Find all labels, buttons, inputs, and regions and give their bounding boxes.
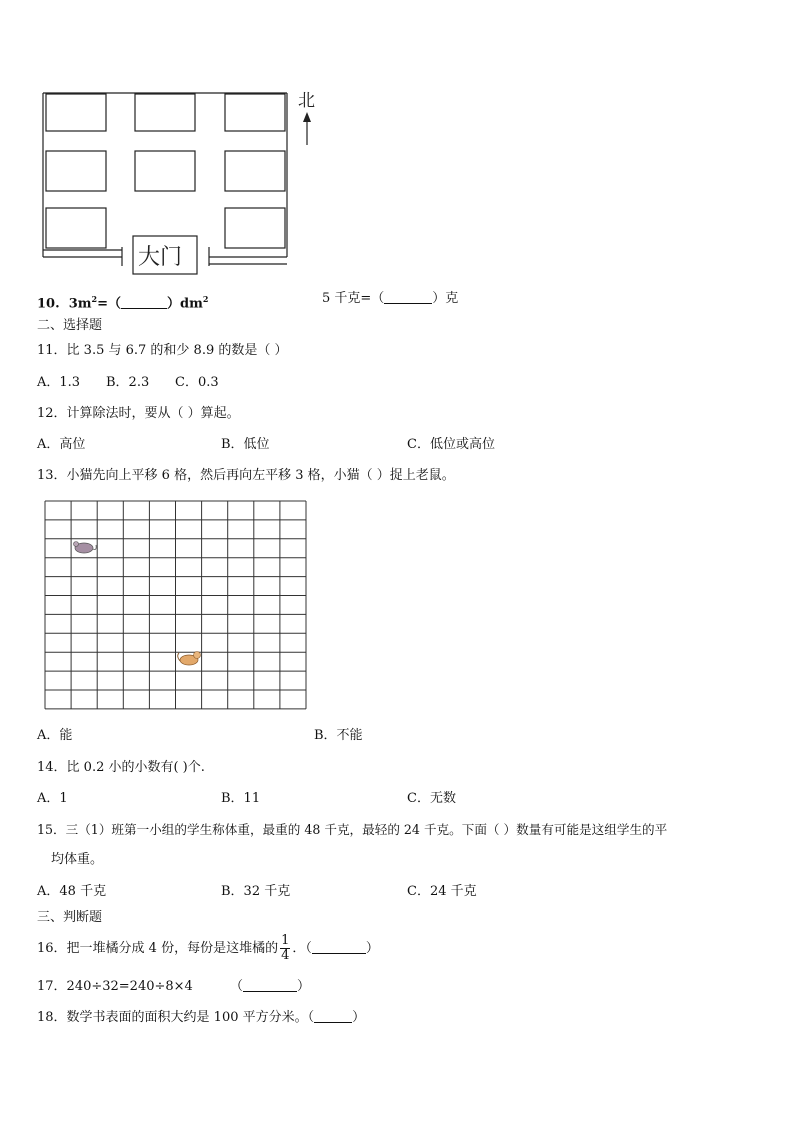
question-12: 12．计算除法时，要从（ ）算起。 [37,406,240,421]
translation-grid [40,498,315,713]
north-arrow-head [303,112,311,122]
option-a[interactable]: A．1.3 [37,375,81,390]
option-b[interactable]: B．32 千克 [221,884,291,899]
section-title-judge: 三、判断题 [37,910,103,925]
map-block [135,94,195,131]
option-b[interactable]: B．低位 [221,437,270,452]
question-14: 14．比 0.2 小的小数有( )个. [37,760,205,775]
question-17: 17．240÷32=240÷8×4 （ ） [37,979,311,994]
map-block [225,94,285,131]
answer-blank[interactable] [121,296,167,309]
question-15-line1: 15．三（1）班第一小组的学生称体重，最重的 48 千克，最轻的 24 千克。下面（ ）数量有可能是这组学生的平 [37,822,668,837]
option-c[interactable]: C．24 千克 [407,884,477,899]
question-15-line2: 均体重。 [51,852,104,867]
map-block [135,151,195,191]
option-a[interactable]: A．48 千克 [37,884,107,899]
map-block [46,208,106,248]
fraction: $\frac{1}{4}$ [281,933,290,963]
option-b[interactable]: B．不能 [314,728,363,743]
section-title-choice: 二、选择题 [37,318,103,333]
gate-label: 大门 [138,245,183,270]
map-block [46,94,106,131]
option-a[interactable]: A．能 [37,728,73,743]
question-16: 16．把一堆橘分成 4 份，每份是这堆橘的 $\frac{1}{4}$ ．（ ） [37,933,379,963]
option-b[interactable]: B．11 [221,791,261,806]
answer-blank[interactable] [243,979,297,992]
question-13: 13．小猫先向上平移 6 格，然后再向左平移 3 格，小猫（ ）捉上老鼠。 [37,468,455,483]
map-block [225,208,285,248]
option-c[interactable]: C．低位或高位 [407,437,495,452]
answer-blank[interactable] [384,291,432,304]
option-c[interactable]: C．无数 [407,791,456,806]
option-c[interactable]: C．0.3 [175,375,219,390]
map-block [225,151,285,191]
answer-blank[interactable] [312,941,366,954]
campus-map [0,0,340,285]
option-a[interactable]: A．高位 [37,437,86,452]
answer-blank[interactable] [314,1010,352,1023]
question-10-right: 5 千克=（ ）克 [322,291,459,306]
question-18: 18．数学书表面的面积大约是 100 平方分米。（ ） [37,1010,366,1025]
question-10: 10. $3m^2=$（ ）$dm^2$ [37,294,209,312]
option-a[interactable]: A．1 [37,791,68,806]
mouse-icon [74,542,97,554]
north-label: 北 [298,91,315,111]
map-block [46,151,106,191]
question-11: 11．比 3.5 与 6.7 的和少 8.9 的数是（ ） [37,343,288,358]
option-b[interactable]: B．2.3 [106,375,150,390]
cat-icon [178,652,201,666]
